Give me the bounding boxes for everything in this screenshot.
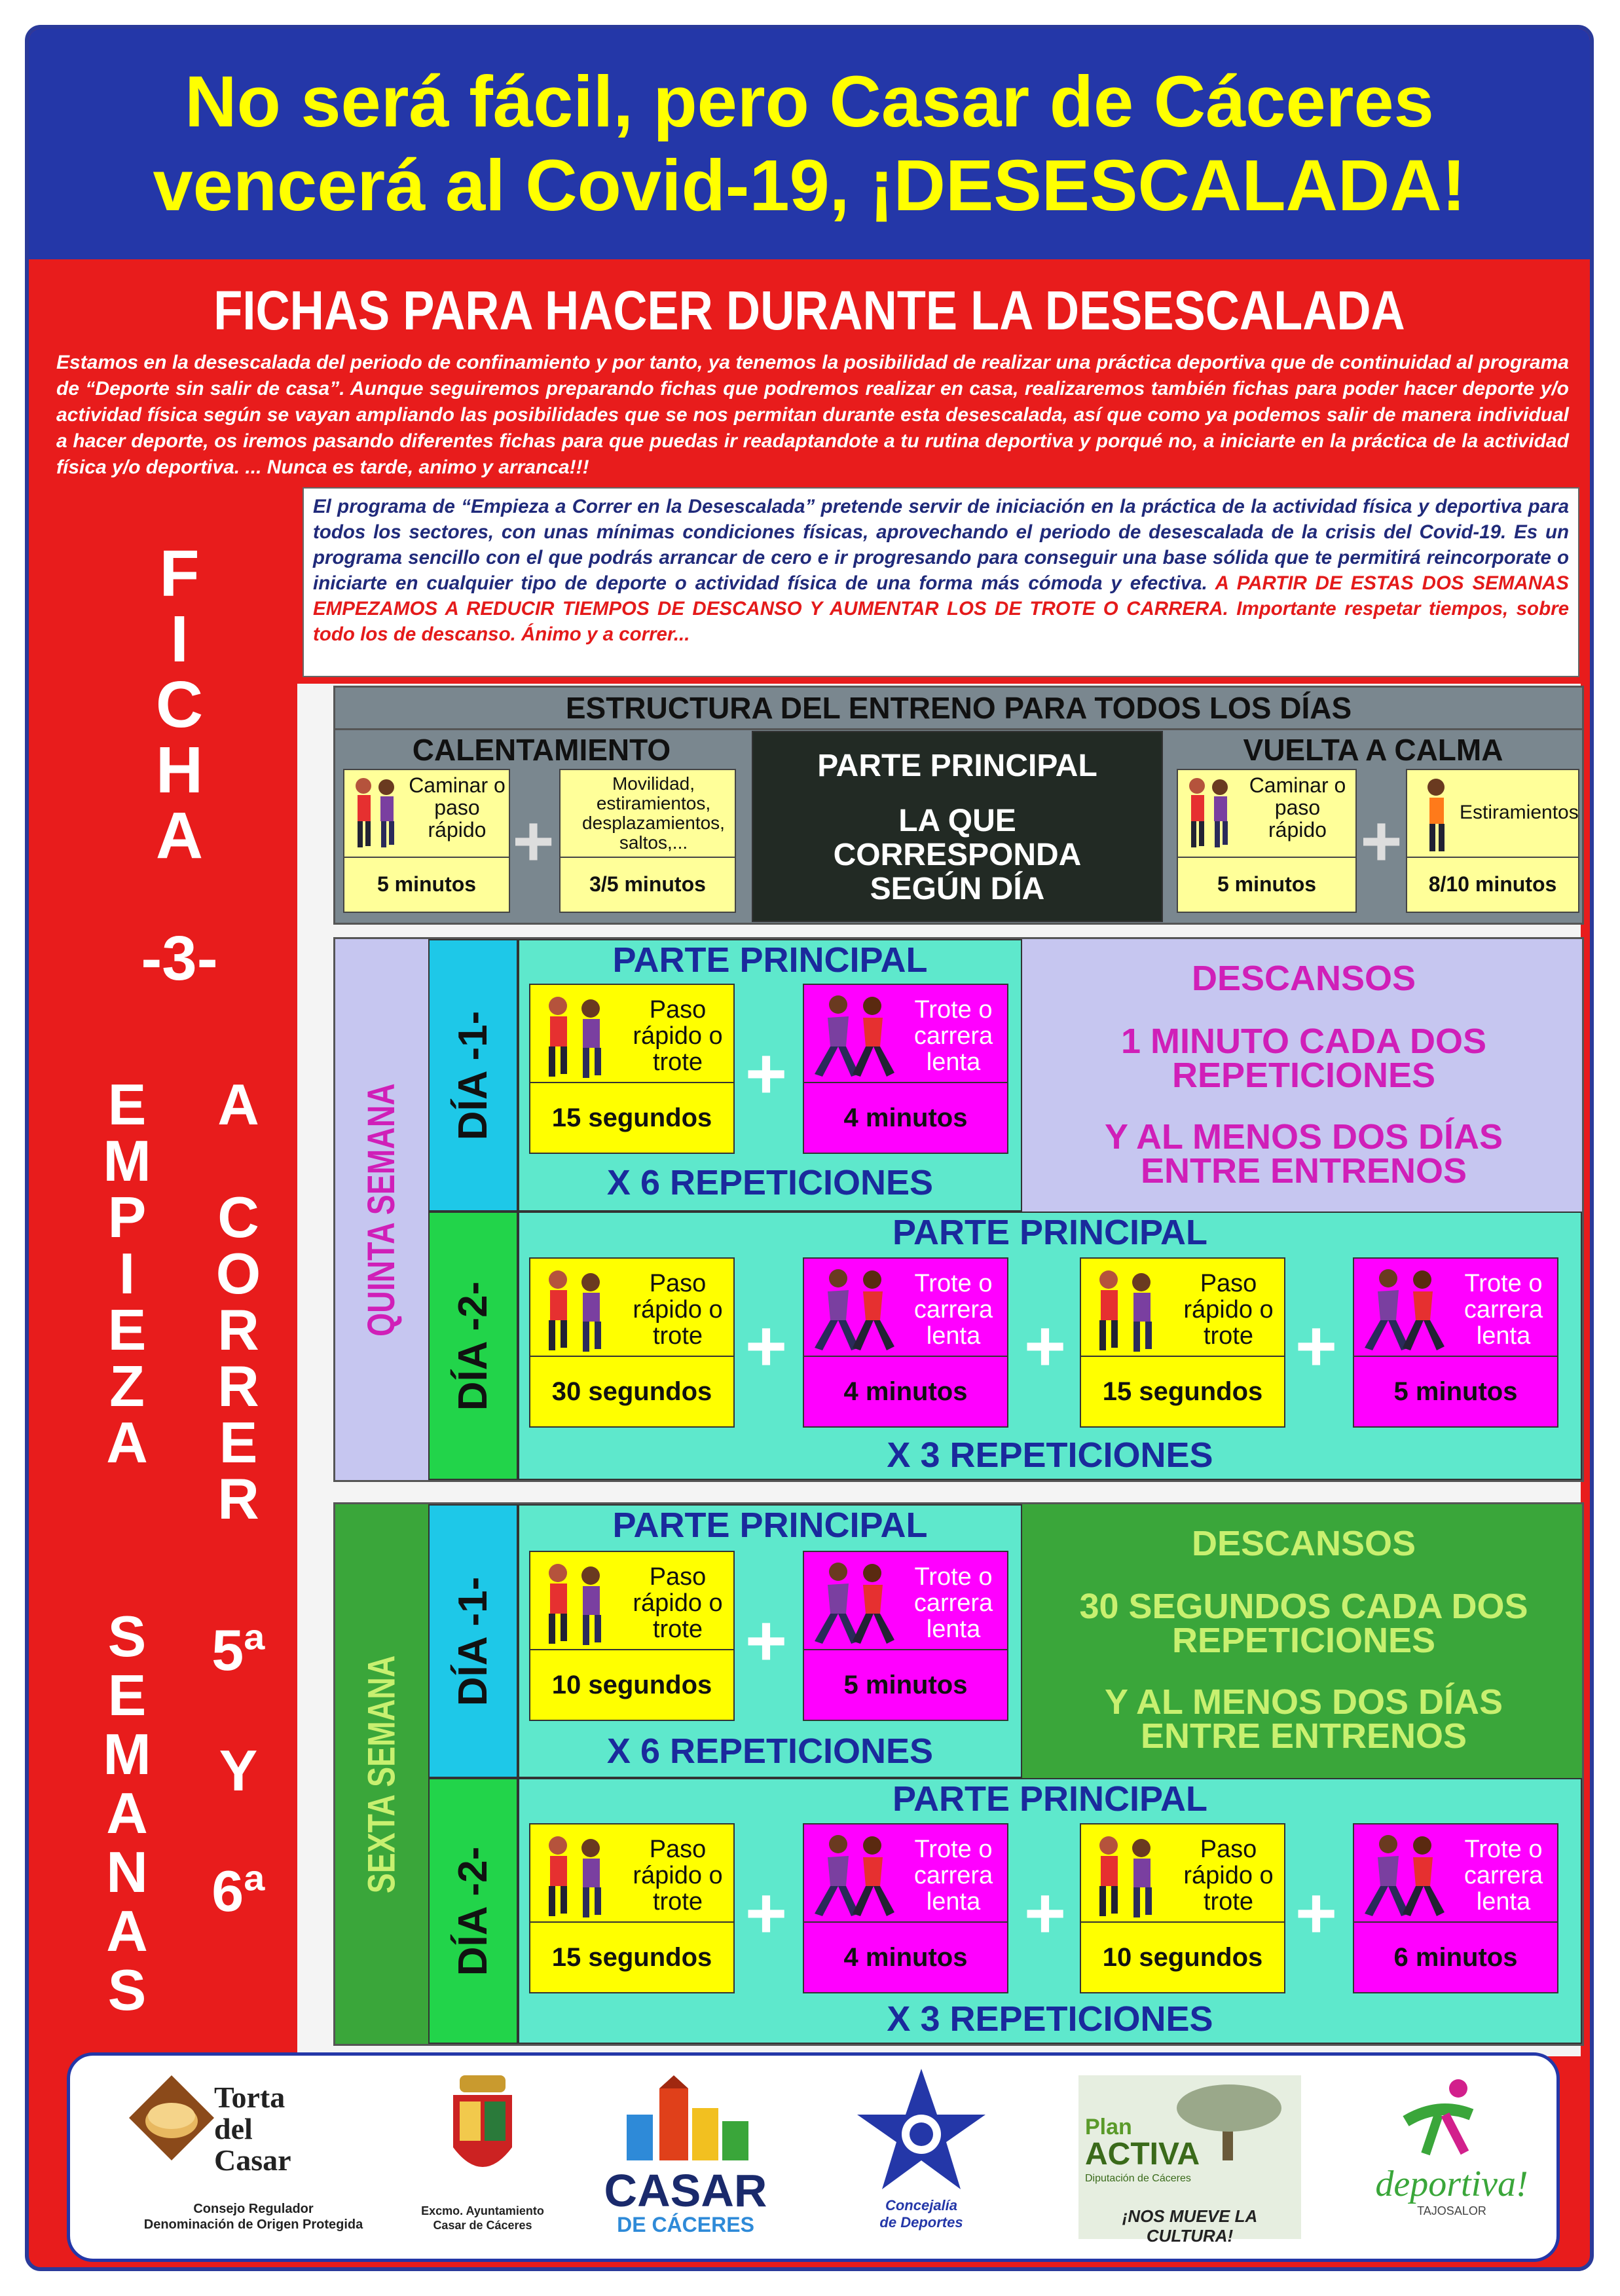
torta-name-2: del bbox=[214, 2112, 253, 2145]
fast-walk-time: 10 segundos bbox=[1081, 1921, 1284, 1992]
fast-walk-time: 15 segundos bbox=[530, 1921, 733, 1992]
week6-day2-heading: PARTE PRINCIPAL bbox=[892, 1779, 1208, 1819]
jog-time: 5 minutos bbox=[804, 1649, 1007, 1720]
side-letter: E bbox=[219, 1410, 258, 1475]
side-letter: P bbox=[107, 1185, 147, 1250]
plus-sign: + bbox=[1295, 1873, 1338, 1953]
header-banner bbox=[29, 29, 1590, 259]
side-letter: I bbox=[170, 602, 189, 676]
plan-line3: Diputación de Cáceres bbox=[1085, 2173, 1191, 2184]
jog-text: Trote o carrera lenta bbox=[1464, 1270, 1543, 1350]
jog-text: Trote o carrera lenta bbox=[913, 1836, 993, 1916]
fast-walk-time: 15 segundos bbox=[530, 1082, 733, 1153]
runners-icon bbox=[1358, 1265, 1456, 1357]
logo-deportiva bbox=[1353, 2075, 1550, 2239]
plus-sign: + bbox=[1023, 1306, 1067, 1386]
cooldown-walk-text: Caminar o paso rápido bbox=[1249, 773, 1346, 842]
runners-icon bbox=[808, 1265, 906, 1357]
ayto-sub-2: Casar de Cáceres bbox=[433, 2219, 532, 2232]
torta-name-3: Casar bbox=[214, 2143, 291, 2177]
jog-text: Trote o carrera lenta bbox=[1464, 1836, 1543, 1916]
deportiva-sub: TAJOSALOR bbox=[1417, 2204, 1486, 2217]
side-number bbox=[114, 923, 245, 993]
header-title-line1: No será fácil, pero Casar de Cáceres bbox=[185, 62, 1434, 142]
walkers-icon bbox=[344, 770, 509, 858]
runners-icon bbox=[808, 1831, 906, 1923]
plan-line2: ACTIVA bbox=[1085, 2137, 1200, 2172]
walkers-icon bbox=[536, 991, 621, 1083]
week6-day1-heading: PARTE PRINCIPAL bbox=[612, 1506, 928, 1545]
week6-day1-jog bbox=[803, 1551, 1008, 1721]
day-label: DÍA -1- bbox=[451, 1576, 496, 1706]
day-label: DÍA -2- bbox=[451, 1846, 496, 1976]
header-title-line2: vencerá al Covid-19, ¡DESESCALADA! bbox=[153, 145, 1466, 226]
cooldown-walk-time: 5 minutos bbox=[1217, 872, 1317, 897]
week6-label bbox=[335, 1504, 428, 2044]
section-title: FICHAS PARA HACER DURANTE LA DESESCALADA bbox=[213, 280, 1405, 341]
jog-time: 4 minutos bbox=[804, 1356, 1007, 1426]
side-week5: 5ª bbox=[212, 1618, 265, 1682]
side-letter: E bbox=[107, 1072, 147, 1137]
coat-of-arms-icon bbox=[447, 2075, 519, 2187]
warmup-mobility-time: 3/5 minutos bbox=[589, 872, 706, 897]
side-ficha bbox=[140, 537, 219, 872]
side-letter: A bbox=[106, 1781, 148, 1845]
week6-day2-fast1 bbox=[529, 1823, 735, 1993]
side-letter: E bbox=[107, 1663, 147, 1728]
walkers-icon bbox=[536, 1559, 621, 1650]
rest-line2: Y AL MENOS DOS DÍAS ENTRE ENTRENOS bbox=[1104, 1682, 1503, 1756]
main-part-body: LA QUE CORRESPONDA SEGÚN DÍA bbox=[833, 804, 1082, 906]
jog-text: Trote o carrera lenta bbox=[913, 996, 993, 1076]
casar-sub: DE CÁCERES bbox=[617, 2213, 754, 2236]
side-letter: S bbox=[107, 1604, 147, 1669]
side-letter: I bbox=[119, 1241, 136, 1306]
warmup-walk-card bbox=[343, 769, 510, 913]
intro-paragraph: Estamos en la desescalada del periodo de confinamiento y por tanto, ya tenemos la posibilidad de realizar una práctica deportiva que de continuidad al programa de “Deporte sin salir de casa”. Aunque seguiremos preparando fichas que podremos realizar en casa, realizaremos también fichas para poder hacer deporte y/o actividad física según se vayan ampliando las posibilidades que se nos permitan durante esta desescalada, así que como ya podemos salir de manera individual a hacer deporte, os iremos pasando diferentes fichas para que puedas ir readaptandote a tu rutina deportiva y porqué no, a iniciarte en la práctica de la actividad física y/o deportiva. ... Nunca es tarde, animo y arranca!!! bbox=[56, 352, 1569, 478]
day-label: DÍA -2- bbox=[451, 1281, 496, 1411]
walkers-icon bbox=[1086, 1265, 1171, 1357]
runners-icon bbox=[1358, 1831, 1456, 1923]
week5-day1-jog bbox=[803, 984, 1008, 1154]
week5-day1-reps: X 6 REPETICIONES bbox=[606, 1163, 934, 1202]
week6-day2-fast2 bbox=[1080, 1823, 1285, 1993]
rest-line2: Y AL MENOS DOS DÍAS ENTRE ENTRENOS bbox=[1104, 1117, 1503, 1191]
fast-walk-text: Paso rápido o trote bbox=[1183, 1270, 1274, 1350]
plus-sign: + bbox=[1360, 801, 1403, 881]
fast-walk-time: 10 segundos bbox=[530, 1649, 733, 1720]
week5-day2-label bbox=[428, 1212, 518, 1480]
cooldown-stretch-time: 8/10 minutos bbox=[1428, 872, 1557, 897]
side-letter: F bbox=[159, 537, 200, 610]
side-letter: O bbox=[215, 1241, 261, 1306]
stretch-icon bbox=[1407, 770, 1578, 858]
side-a-correr bbox=[199, 1072, 278, 1531]
warmup-mobility-text: Movilidad, estiramientos, desplazamientos, saltos,... bbox=[582, 773, 725, 853]
side-letter: E bbox=[107, 1297, 147, 1362]
warmup-title: CALENTAMIENTO bbox=[412, 733, 671, 767]
week5-day2-fast1 bbox=[529, 1257, 735, 1428]
week5-day1-label bbox=[428, 939, 518, 1212]
week6-day1-reps: X 6 REPETICIONES bbox=[606, 1731, 934, 1771]
concejalia-line1: Concejalía bbox=[885, 2197, 958, 2213]
cooldown-stretch-text: Estiramientos bbox=[1460, 802, 1579, 823]
runners-icon bbox=[808, 991, 906, 1083]
plus-sign: + bbox=[745, 1601, 788, 1681]
side-letter: A bbox=[106, 1898, 148, 1963]
warmup-walk-time: 5 minutos bbox=[377, 872, 477, 897]
jog-text: Trote o carrera lenta bbox=[913, 1270, 993, 1350]
side-empieza bbox=[88, 1072, 166, 1475]
side-letter: A bbox=[155, 799, 204, 872]
fast-walk-text: Paso rápido o trote bbox=[633, 1836, 723, 1916]
walkers-icon bbox=[536, 1265, 621, 1357]
torta-sub-2: Denominación de Origen Protegida bbox=[143, 2217, 363, 2232]
day-label: DÍA -1- bbox=[451, 1010, 496, 1140]
jog-time: 4 minutos bbox=[804, 1921, 1007, 1992]
fast-walk-text: Paso rápido o trote bbox=[1183, 1836, 1274, 1916]
logo-plan-activa bbox=[1078, 2075, 1301, 2246]
logo-torta-del-casar bbox=[129, 2075, 378, 2246]
plus-sign: + bbox=[745, 1873, 788, 1953]
side-letter: M bbox=[103, 1128, 151, 1193]
side-letter: A bbox=[106, 1410, 148, 1475]
structure-title: ESTRUCTURA DEL ENTRENO PARA TODOS LOS DÍAS bbox=[565, 691, 1352, 725]
cooldown-walk-card bbox=[1177, 769, 1357, 913]
fast-walk-text: Paso rápido o trote bbox=[633, 1563, 723, 1643]
week6-day2-reps: X 3 REPETICIONES bbox=[887, 1999, 1213, 2039]
side-letter: C bbox=[217, 1185, 259, 1250]
side-letter: R bbox=[217, 1466, 259, 1531]
week5-day1-heading: PARTE PRINCIPAL bbox=[612, 940, 928, 980]
program-description bbox=[303, 487, 1579, 677]
week5-rest bbox=[1025, 939, 1582, 1212]
week5-name: QUINTA SEMANA bbox=[360, 1083, 403, 1337]
fast-walk-time: 15 segundos bbox=[1081, 1356, 1284, 1426]
side-letter: Z bbox=[109, 1354, 145, 1418]
side-letter: M bbox=[103, 1722, 151, 1787]
casar-name: CASAR bbox=[604, 2165, 767, 2216]
rest-line1: 1 MINUTO CADA DOS REPETICIONES bbox=[1120, 1022, 1487, 1095]
runners-icon bbox=[808, 1559, 906, 1650]
side-letter: R bbox=[217, 1297, 259, 1362]
plus-sign: + bbox=[745, 1306, 788, 1386]
athlete-logo-icon bbox=[1393, 2075, 1491, 2160]
plan-line1: Plan bbox=[1085, 2115, 1132, 2139]
rest-title: DESCANSOS bbox=[1191, 1524, 1416, 1563]
side-letter: A bbox=[217, 1072, 259, 1137]
week6-day1-label bbox=[428, 1504, 518, 1778]
week6-day2-label bbox=[428, 1778, 518, 2044]
poster bbox=[25, 25, 1594, 2271]
week6-day1-fast bbox=[529, 1551, 735, 1721]
warmup-walk-text: Caminar o paso rápido bbox=[409, 773, 506, 842]
week5-day2-heading: PARTE PRINCIPAL bbox=[892, 1213, 1208, 1252]
week5-day2-reps: X 3 REPETICIONES bbox=[887, 1435, 1213, 1475]
description-text: El programa de “Empieza a Correr en la Desescalada” pretende servir de iniciación en la práctica de la actividad física y deportiva para todos los sectores, con unas mínimas condiciones físicas, aprovechando el periodo de desescalada de la crisis del Covid-19. Es un programa sencillo con el que podrás arrancar de cero e ir progresando para conseguir una base sólida que te permitirá reincorporate o iniciarte en cualquier tipo de deporte o actividad física de una forma más cómoda y efectiva. bbox=[313, 496, 1569, 594]
logo-concejalia-deportes bbox=[849, 2069, 993, 2246]
deportiva-name: deportiva! bbox=[1375, 2164, 1528, 2204]
walkers-icon bbox=[1086, 1831, 1171, 1923]
side-letter: H bbox=[155, 733, 204, 807]
torta-logo-icon bbox=[129, 2075, 214, 2174]
side-week6: 6ª bbox=[212, 1859, 265, 1923]
torta-name-1: Torta bbox=[214, 2081, 285, 2114]
side-weeks bbox=[186, 1620, 291, 1921]
warmup-mobility-card bbox=[559, 769, 736, 913]
fast-walk-time: 30 segundos bbox=[530, 1356, 733, 1426]
side-y: Y bbox=[219, 1738, 258, 1803]
side-letter: C bbox=[155, 668, 204, 741]
jog-time: 4 minutos bbox=[804, 1082, 1007, 1153]
logo-ayuntamiento bbox=[417, 2075, 548, 2246]
plus-sign: + bbox=[1023, 1873, 1067, 1953]
side-letter: S bbox=[107, 1957, 147, 2022]
week5-day2-jog2 bbox=[1353, 1257, 1558, 1428]
ayto-sub-1: Excmo. Ayuntamiento bbox=[421, 2204, 544, 2217]
walkers-icon bbox=[536, 1831, 621, 1923]
cooldown-stretch-card bbox=[1406, 769, 1579, 913]
main-part-box bbox=[752, 731, 1163, 922]
exercise-icon bbox=[561, 770, 735, 858]
rest-title: DESCANSOS bbox=[1191, 959, 1416, 998]
rest-line1: 30 SEGUNDOS CADA DOS REPETICIONES bbox=[1079, 1587, 1528, 1660]
structure-table bbox=[333, 686, 1584, 925]
week6-day2-jog1 bbox=[803, 1823, 1008, 1993]
plus-sign: + bbox=[1295, 1306, 1338, 1386]
torta-sub-1: Consejo Regulador bbox=[193, 2202, 314, 2216]
star-logo-icon bbox=[856, 2069, 987, 2193]
side-semanas bbox=[88, 1604, 166, 2022]
logo-casar-de-caceres bbox=[594, 2075, 777, 2246]
jog-time: 5 minutos bbox=[1354, 1356, 1557, 1426]
week5-day1-fast bbox=[529, 984, 735, 1154]
plan-line4: ¡NOS MUEVE LA CULTURA! bbox=[1122, 2206, 1258, 2246]
sponsor-footer bbox=[67, 2052, 1560, 2262]
main-part-title: PARTE PRINCIPAL bbox=[817, 749, 1097, 783]
jog-text: Trote o carrera lenta bbox=[913, 1563, 993, 1643]
cooldown-title: VUELTA A CALMA bbox=[1243, 733, 1503, 767]
week5-day2-jog1 bbox=[803, 1257, 1008, 1428]
concejalia-line2: de Deportes bbox=[879, 2214, 963, 2231]
side-letter: N bbox=[106, 1840, 148, 1904]
week6-rest bbox=[1025, 1504, 1582, 1778]
week6-name: SEXTA SEMANA bbox=[360, 1655, 403, 1893]
town-skyline-icon bbox=[607, 2075, 764, 2167]
fast-walk-text: Paso rápido o trote bbox=[633, 996, 723, 1076]
plus-sign: + bbox=[745, 1033, 788, 1114]
side-letter: R bbox=[217, 1354, 259, 1418]
week5-label bbox=[335, 939, 428, 1480]
week5-day2-fast2 bbox=[1080, 1257, 1285, 1428]
week6-day2-jog2 bbox=[1353, 1823, 1558, 1993]
walkers-icon bbox=[1178, 770, 1355, 858]
plus-sign: + bbox=[512, 801, 555, 881]
side-num: -3- bbox=[141, 923, 218, 993]
jog-time: 6 minutos bbox=[1354, 1921, 1557, 1992]
description-highlight: A PARTIR DE ESTAS DOS SEMANAS EMPEZAMOS A REDUCIR TIEMPOS DE DESCANSO Y AUMENTAR LOS DE TROTE O CARRERA. Importante respetar tiempos, sobre todo los de descanso. Ánimo y a correr... bbox=[313, 572, 1569, 645]
fast-walk-text: Paso rápido o trote bbox=[633, 1270, 723, 1350]
